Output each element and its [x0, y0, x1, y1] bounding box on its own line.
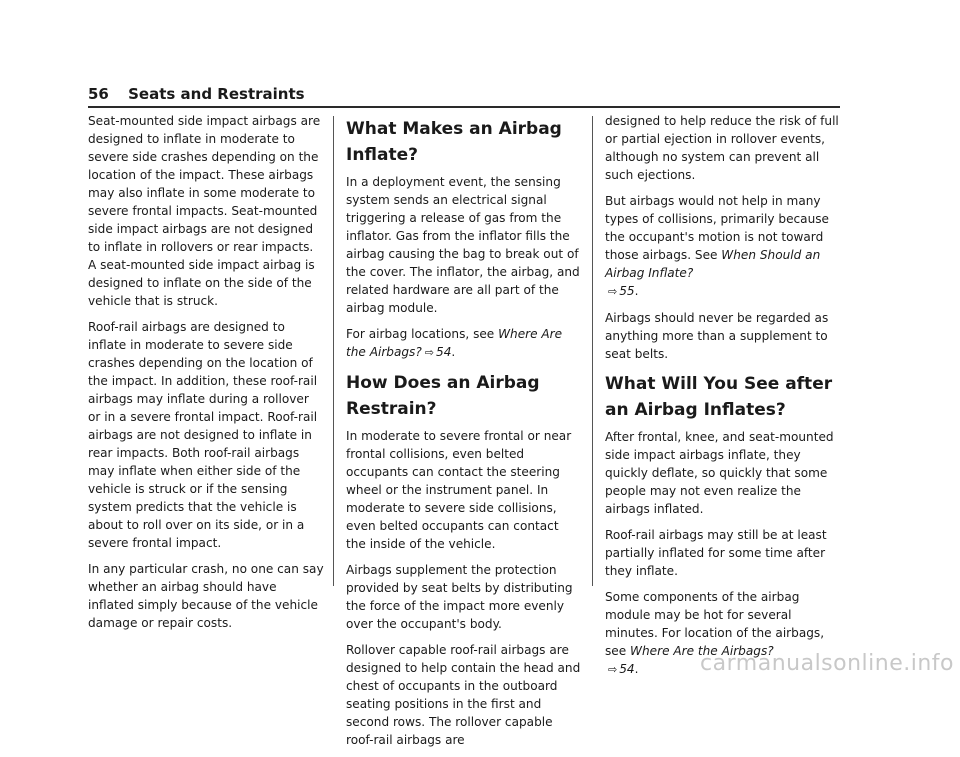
paragraph-text: Some components of the airbag module may be hot for several minutes. For location of the airbags, see [605, 590, 825, 658]
period: . [634, 662, 639, 676]
column-divider-right [592, 116, 593, 586]
collision-types-paragraph [605, 192, 841, 301]
page-header [88, 84, 840, 108]
never-regarded-paragraph: Airbags should never be regarded as anything more than a supplement to seat belts. [605, 311, 829, 361]
seat-side-airbag-paragraph: Seat-mounted side impact airbags are designed to inflate in moderate to severe side crashes depending on the location of the impact. These airbags may also inflate in some moderate to severe frontal impacts. Seat-mounted side impact airbags are not designed to inflate in rollovers or rear impacts. A seat-mounted side impact airbag is designed to inflate on the side of the vehicle that is struck. [88, 114, 321, 308]
cross-reference-arrow-icon: ⇨ [424, 346, 434, 359]
roof-rail-inflated-paragraph: Roof-rail airbags may still be at least partially inflated for some time after they inflate. [605, 528, 827, 578]
supplement-paragraph: Airbags supplement the protection provided by seat belts by distributing the force of the impact more evenly over the occupant's body. [346, 563, 573, 631]
period: . [451, 345, 456, 359]
section-title: Seats and Restraints [128, 85, 305, 103]
cross-reference-title: Where Are the Airbags? [346, 327, 563, 359]
ejection-paragraph: designed to help reduce the risk of full or partial ejection in rollover events, although no system can prevent all such ejections. [605, 114, 839, 182]
cross-reference-title: Where Are the Airbags? [630, 644, 774, 658]
cross-reference-page: 54 [619, 662, 635, 676]
airbag-locations-paragraph [346, 325, 582, 362]
deployment-paragraph: In a deployment event, the sensing system sends an electrical signal triggering a release of gas from the inflator. Gas from the inflator fills the airbag causing the bag to break out of the cover. The inflator, the airbag, and related hardware are all part of the airbag module. [346, 175, 580, 315]
cross-reference-page: 55 [619, 284, 635, 298]
rollover-paragraph: Rollover capable roof-rail airbags are designed to help contain the head and chest of occupants in the outboard seating positions in the first and second rows. The rollover capable roof-rail airbags are [346, 643, 581, 747]
column-2 [346, 112, 582, 757]
cross-reference-arrow-icon: ⇨ [608, 663, 618, 676]
cross-reference-title: When Should an Airbag Inflate? [605, 248, 821, 280]
paragraph-text: But airbags would not help in many types of collisions, primarily because the occupant's motion is not toward those airbags. See [605, 194, 829, 262]
watermark: carmanualsonline.info [700, 651, 954, 676]
frontal-collision-paragraph: In moderate to severe frontal or near frontal collisions, even belted occupants can contact the steering wheel or the instrument panel. In moderate to severe side collisions, even belted occupants can contact the inside of the vehicle. [346, 429, 572, 551]
column-3 [605, 112, 841, 687]
paragraph-text: For airbag locations, see [346, 327, 499, 341]
deflate-paragraph: After frontal, knee, and seat-mounted side impact airbags inflate, they quickly deflate, so quickly that some people may not even realize the airbags inflated. [605, 430, 834, 516]
cross-reference-arrow-icon: ⇨ [608, 285, 618, 298]
page-number: 56 [88, 85, 109, 103]
crash-damage-paragraph: In any particular crash, no one can say whether an airbag should have inflated simply because of the vehicle damage or repair costs. [88, 562, 324, 630]
roof-rail-airbag-paragraph: Roof-rail airbags are designed to inflate in moderate to severe side crashes depending on the location of the impact. In addition, these roof-rail airbags may inflate during a rollover or in a severe frontal impact. Roof-rail airbags are not designed to inflate in rear impacts. Both roof-rail airbags may inflate when either side of the vehicle is struck or if the sensing system predicts that the vehicle is about to roll over on its side, or in a severe frontal impact. [88, 320, 318, 550]
heading-how-airbag-restrains: How Does an Airbag Restrain? [346, 373, 540, 419]
heading-what-makes-airbag-inflate: What Makes an Airbag Inflate? [346, 119, 562, 165]
cross-reference-page: 54 [436, 345, 452, 359]
column-1 [88, 112, 324, 640]
period: . [634, 284, 639, 298]
column-divider-left [333, 116, 334, 586]
heading-after-airbag-inflates: What Will You See after an Airbag Inflates? [605, 374, 833, 420]
